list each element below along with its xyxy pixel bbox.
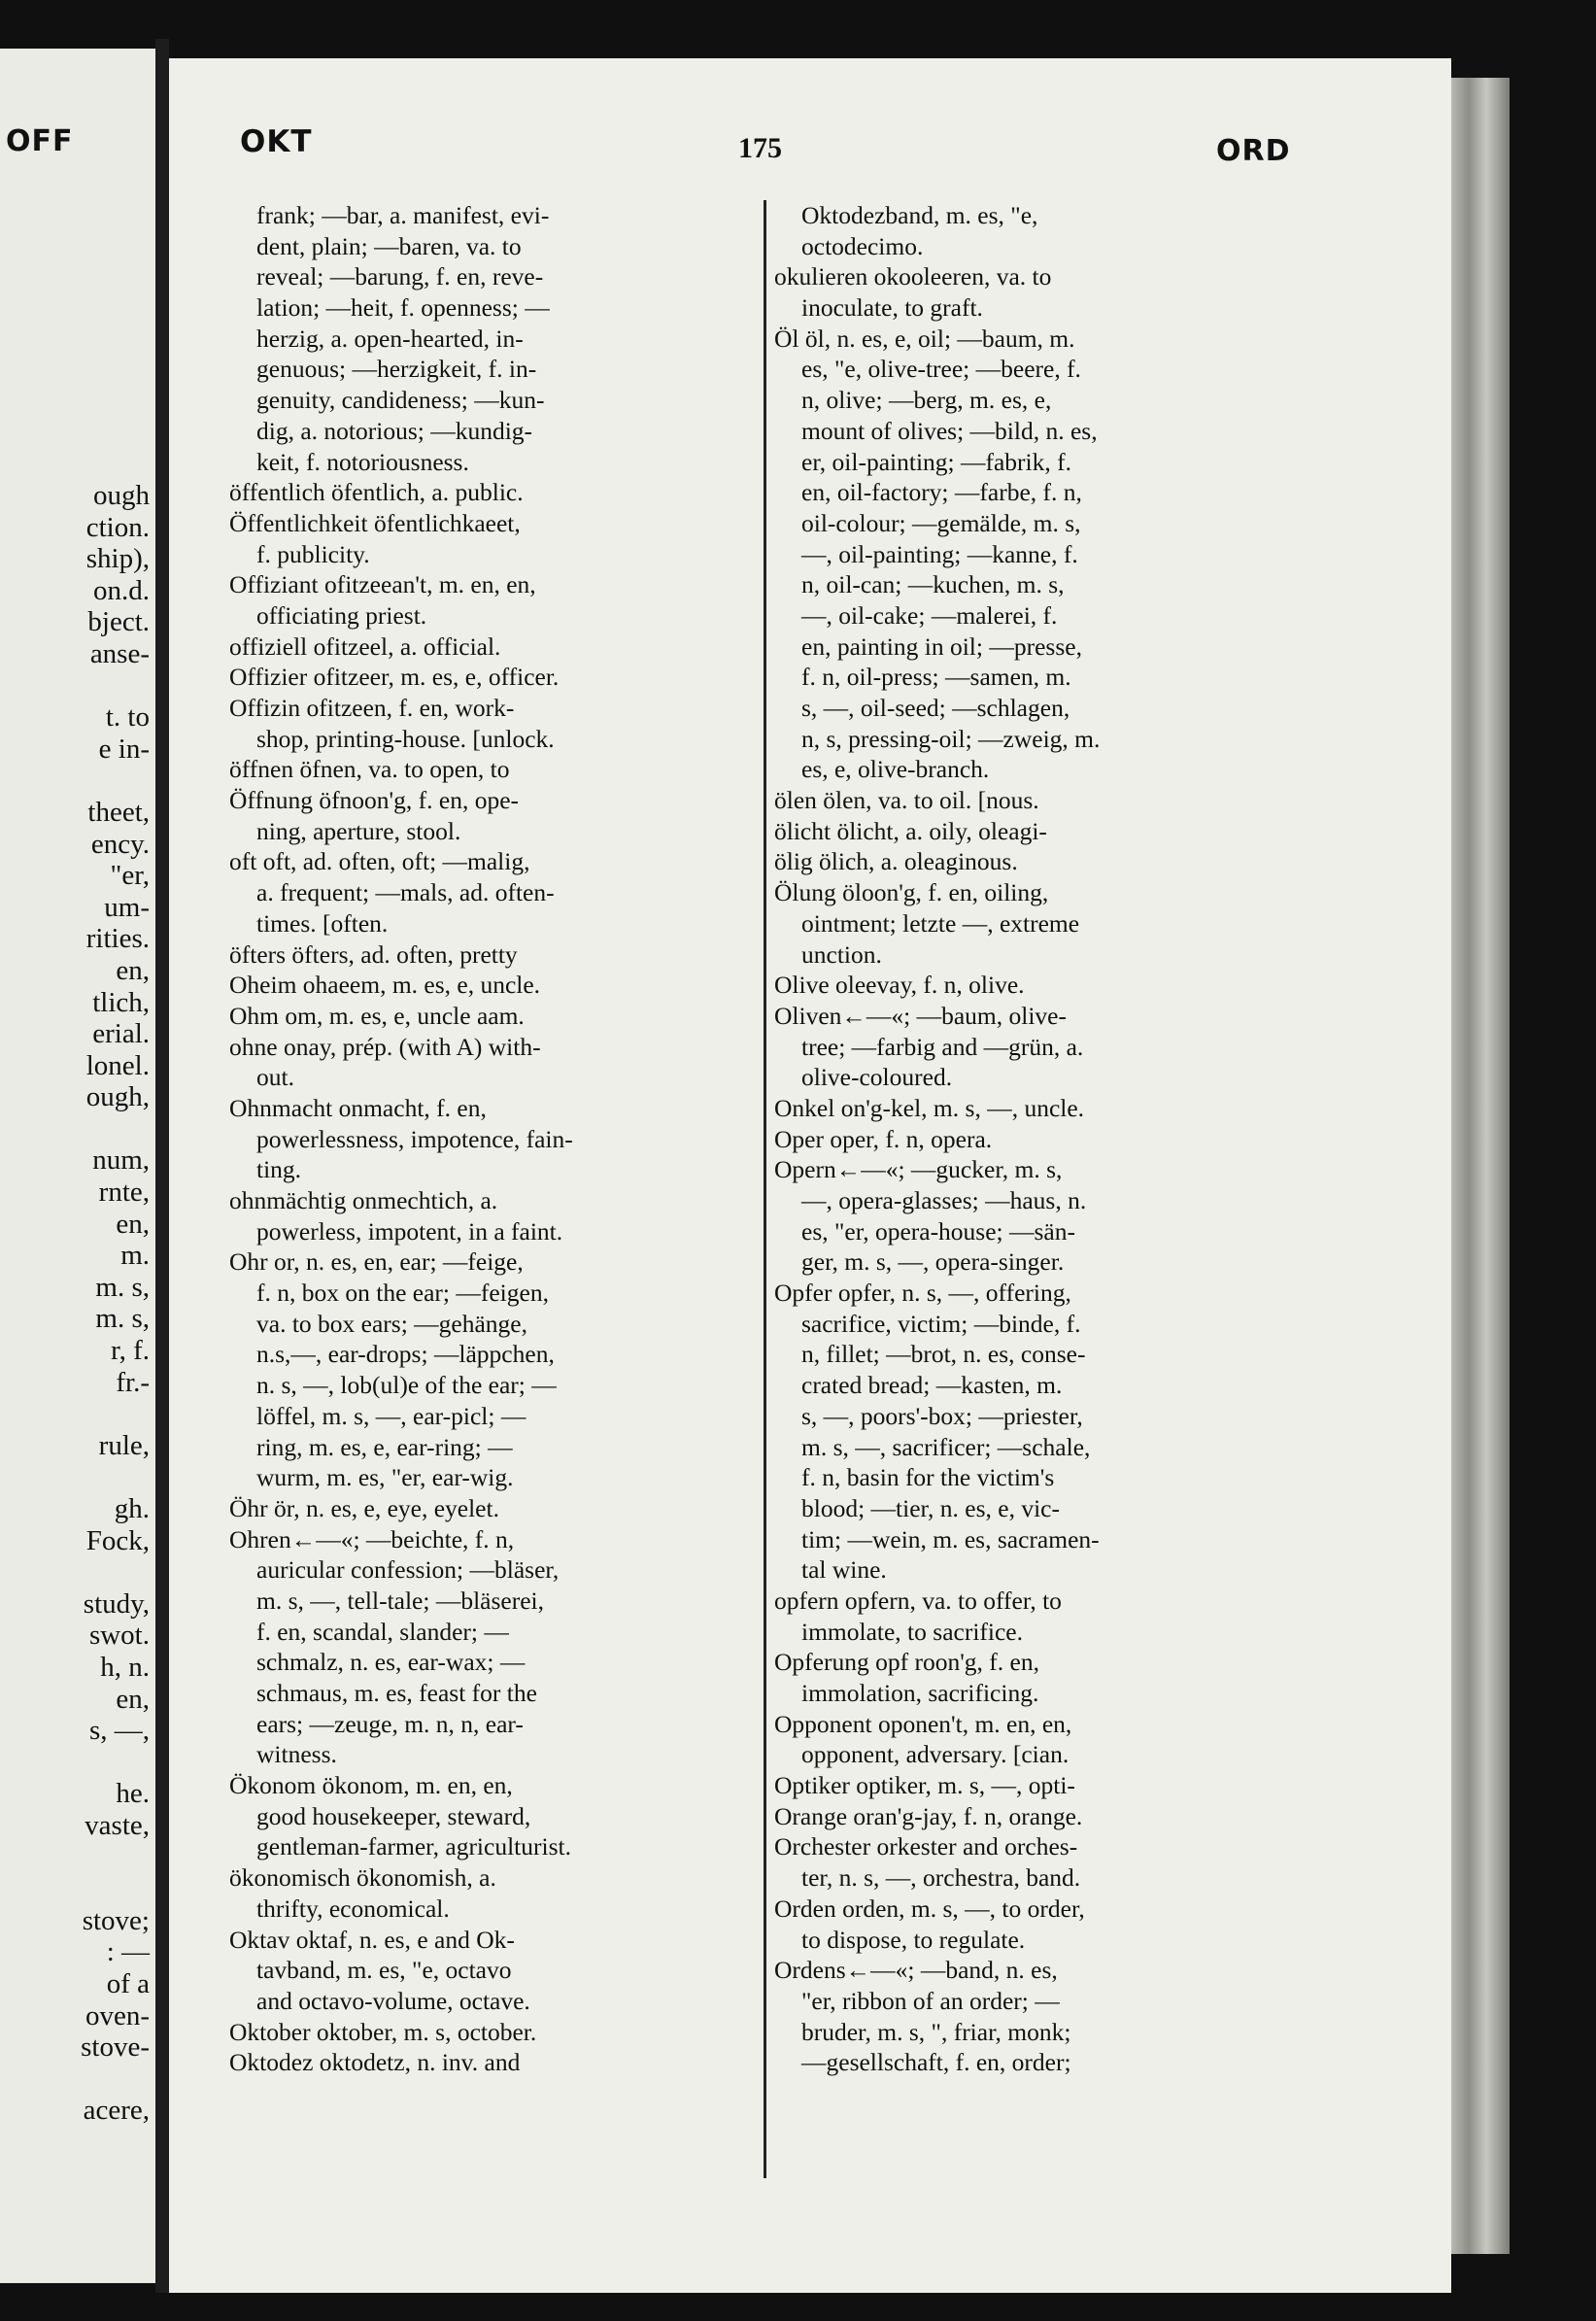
dictionary-entry-line: Ohnmacht onmacht, f. en,: [229, 1093, 487, 1122]
dictionary-continuation-line: en, oil-factory; —farbe, f. n,: [801, 478, 1082, 507]
dictionary-continuation-line: ring, m. es, e, ear-ring; —: [256, 1432, 513, 1461]
dictionary-continuation-line: powerlessness, impotence, fain-: [256, 1124, 573, 1153]
dictionary-continuation-line: f. n, basin for the victim's: [801, 1463, 1055, 1492]
dictionary-entry-line: Oheim ohaeem, m. es, e, uncle.: [229, 971, 541, 1000]
dictionary-continuation-line: dig, a. notorious; —kundig-: [256, 416, 533, 445]
dictionary-continuation-line: f. n, oil-press; —samen, m.: [801, 663, 1071, 692]
dictionary-continuation-line: —gesellschaft, f. en, order;: [801, 2048, 1071, 2077]
dictionary-continuation-line: n.s,—, ear-drops; —läppchen,: [256, 1340, 555, 1369]
dictionary-continuation-line: witness.: [256, 1740, 337, 1769]
previous-page-line: [4, 1747, 150, 1779]
dictionary-entry-line: Öl öl, n. es, e, oil; —baum, m.: [774, 324, 1075, 353]
column-divider: [764, 200, 766, 2178]
dictionary-continuation-line: n. s, —, lob(ul)e of the ear; —: [256, 1371, 557, 1400]
dictionary-continuation-line: times. [often.: [256, 908, 389, 938]
dictionary-continuation-line: er, oil-painting; —fabrik, f.: [801, 447, 1071, 476]
dictionary-continuation-line: ning, aperture, stool.: [256, 816, 461, 845]
dictionary-continuation-line: auricular confession; —bläser,: [256, 1555, 560, 1585]
previous-page-line: gh.: [114, 1493, 150, 1524]
dictionary-entry-line: Opern←—«; —gucker, m. s,: [774, 1155, 1063, 1184]
previous-page-line: ction.: [85, 511, 150, 543]
previous-page-line: theet,: [87, 796, 150, 828]
dictionary-entry-line: Orange oran'g-jay, f. n, orange.: [774, 1801, 1083, 1830]
dictionary-continuation-line: mount of olives; —bild, n. es,: [801, 416, 1098, 445]
dictionary-continuation-line: shop, printing-house. [unlock.: [256, 724, 555, 753]
dictionary-continuation-line: lation; —heit, f. openness; —: [256, 293, 550, 323]
left-column: [229, 200, 742, 2078]
dictionary-continuation-line: tim; —wein, m. es, sacramen-: [801, 1524, 1100, 1553]
dictionary-entry-line: Ökonom ökonom, m. en, en,: [229, 1771, 513, 1800]
previous-page-line: : —: [106, 1936, 150, 1968]
previous-page-line: um-: [104, 891, 150, 923]
dictionary-entry-line: Olive oleevay, f. n, olive.: [774, 971, 1025, 1000]
dictionary-continuation-line: blood; —tier, n. es, e, vic-: [801, 1493, 1060, 1522]
previous-page-line: en,: [116, 954, 150, 986]
previous-page-text: [4, 480, 150, 2127]
dictionary-continuation-line: va. to box ears; —gehänge,: [256, 1309, 527, 1338]
dictionary-entry-line: offiziell ofitzeel, a. official.: [229, 631, 501, 661]
dictionary-continuation-line: ger, m. s, —, opera-singer.: [801, 1247, 1065, 1277]
previous-page-line: [4, 1842, 150, 1874]
dictionary-continuation-line: crated bread; —kasten, m.: [801, 1371, 1063, 1400]
previous-page-line: r, f.: [111, 1335, 150, 1367]
dictionary-entry-line: Ohr or, n. es, en, ear; —feige,: [229, 1247, 524, 1277]
previous-page-line: m.: [120, 1240, 150, 1272]
dictionary-entry-line: Opferung opf roon'g, f. en,: [774, 1648, 1039, 1677]
dictionary-entry-line: Orden orden, m. s, —, to order,: [774, 1894, 1085, 1923]
dictionary-continuation-line: n, olive; —berg, m. es, e,: [801, 386, 1052, 415]
previous-page-line: [4, 1398, 150, 1430]
previous-page-line: h, n.: [100, 1651, 150, 1683]
previous-page-line: [4, 1461, 150, 1493]
previous-page-line: acere,: [83, 2095, 150, 2127]
dictionary-entry-line: Ohm om, m. es, e, uncle aam.: [229, 1001, 525, 1030]
dictionary-entry-line: ölicht ölicht, a. oily, oleagi-: [774, 816, 1047, 845]
dictionary-continuation-line: good housekeeper, steward,: [256, 1801, 531, 1830]
dictionary-entry-line: Ölung öloon'g, f. en, oiling,: [774, 878, 1049, 907]
dictionary-entry-line: Optiker optiker, m. s, —, opti-: [774, 1771, 1075, 1800]
previous-page-line: en,: [116, 1208, 150, 1240]
dictionary-continuation-line: —, oil-painting; —kanne, f.: [801, 539, 1078, 568]
dictionary-entry-line: Opfer opfer, n. s, —, offering,: [774, 1279, 1071, 1308]
dictionary-entry-line: Oktav oktaf, n. es, e and Ok-: [229, 1925, 515, 1954]
dictionary-continuation-line: oil-colour; —gemälde, m. s,: [801, 508, 1081, 537]
dictionary-continuation-line: tavband, m. es, "e, octavo: [256, 1956, 512, 1985]
previous-page-line: t. to: [105, 701, 150, 734]
dictionary-entry-line: ökonomisch ökonomish, a.: [229, 1863, 496, 1893]
previous-page-line: ency.: [90, 828, 150, 860]
dictionary-entry-line: Oktober oktober, m. s, october.: [229, 2017, 537, 2046]
dictionary-continuation-line: Oktodezband, m. es, "e,: [801, 201, 1038, 229]
dictionary-continuation-line: wurm, m. es, "er, ear-wig.: [256, 1463, 514, 1492]
previous-page-line: [4, 1556, 150, 1588]
dictionary-continuation-line: es, "e, olive-tree; —beere, f.: [801, 355, 1081, 384]
previous-page-line: e in-: [98, 733, 150, 765]
previous-page-line: [4, 670, 150, 702]
dictionary-continuation-line: ter, n. s, —, orchestra, band.: [801, 1863, 1081, 1893]
previous-page-line: [4, 1873, 150, 1905]
previous-page-line: oven-: [85, 1999, 150, 2031]
dictionary-continuation-line: herzig, a. open-hearted, in-: [256, 324, 524, 353]
dictionary-entry-line: Opponent oponen't, m. en, en,: [774, 1709, 1072, 1738]
dictionary-continuation-line: officiating priest.: [256, 600, 427, 630]
dictionary-continuation-line: —, oil-cake; —malerei, f.: [801, 600, 1058, 630]
dictionary-entry-line: okulieren okooleeren, va. to: [774, 262, 1052, 291]
dictionary-entry-line: oft oft, ad. often, oft; —malig,: [229, 847, 530, 876]
dictionary-continuation-line: olive-coloured.: [801, 1063, 953, 1092]
dictionary-entry-line: Offizin ofitzeen, f. en, work-: [229, 694, 515, 722]
previous-page-line: m. s,: [95, 1271, 150, 1303]
running-head-right: ORD: [1216, 134, 1291, 168]
dictionary-continuation-line: powerless, impotent, in a faint.: [256, 1216, 563, 1246]
dictionary-continuation-line: f. en, scandal, slander; —: [256, 1617, 509, 1646]
dictionary-continuation-line: m. s, —, sacrificer; —schale,: [801, 1432, 1091, 1461]
previous-page-line: [4, 765, 150, 797]
previous-page-line: swot.: [88, 1620, 150, 1652]
dictionary-entry-line: opfern opfern, va. to offer, to: [774, 1586, 1062, 1615]
dictionary-continuation-line: n, oil-can; —kuchen, m. s,: [801, 570, 1065, 599]
dictionary-continuation-line: a. frequent; —mals, ad. often-: [256, 878, 555, 907]
dictionary-entry-line: Öffnung öfnoon'g, f. en, ope-: [229, 786, 520, 815]
right-column: [774, 200, 1299, 2078]
dictionary-continuation-line: genuous; —herzigkeit, f. in-: [256, 355, 537, 384]
dictionary-continuation-line: "er, ribbon of an order; —: [801, 1986, 1060, 2015]
dictionary-continuation-line: keit, f. notoriousness.: [256, 447, 469, 476]
previous-page-line: erial.: [92, 1018, 150, 1050]
dictionary-entry-line: Offiziant ofitzeean't, m. en, en,: [229, 570, 536, 599]
dictionary-continuation-line: f. publicity.: [256, 539, 370, 568]
dictionary-continuation-line: n, s, pressing-oil; —zweig, m.: [801, 724, 1101, 753]
previous-page-line: fr.-: [116, 1366, 150, 1398]
dictionary-continuation-line: to dispose, to regulate.: [801, 1925, 1026, 1954]
previous-page-line: rnte,: [98, 1177, 150, 1209]
page-edges: [1451, 78, 1510, 2254]
dictionary-continuation-line: s, —, poors'-box; —priester,: [801, 1401, 1083, 1430]
previous-page-line: of a: [106, 1967, 150, 1999]
previous-page-line: ough,: [85, 1081, 150, 1113]
previous-page-line: bject.: [87, 606, 150, 638]
dictionary-continuation-line: opponent, adversary. [cian.: [801, 1740, 1070, 1769]
dictionary-entry-line: öfters öfters, ad. often, pretty: [229, 939, 518, 969]
previous-page-line: ship),: [85, 543, 150, 575]
previous-page-line: rities.: [85, 923, 150, 955]
dictionary-continuation-line: out.: [256, 1063, 294, 1092]
dictionary-continuation-line: es, e, olive-branch.: [801, 755, 990, 784]
dictionary-continuation-line: octodecimo.: [801, 231, 924, 260]
previous-page-line: stove;: [82, 1904, 150, 1936]
dictionary-continuation-line: tree; —farbig and —grün, a.: [801, 1032, 1084, 1061]
dictionary-continuation-line: schmalz, n. es, ear-wax; —: [256, 1648, 526, 1677]
dictionary-continuation-line: en, painting in oil; —presse,: [801, 631, 1082, 661]
dictionary-entry-line: Öffentlichkeit öfentlichkaeet,: [229, 508, 521, 537]
dictionary-continuation-line: ears; —zeuge, m. n, n, ear-: [256, 1709, 524, 1738]
dictionary-continuation-line: m. s, —, tell-tale; —bläserei,: [256, 1586, 545, 1615]
previous-page-line: ough: [93, 480, 150, 511]
previous-page-line: "er,: [110, 860, 150, 892]
dictionary-entry-line: öffnen öfnen, va. to open, to: [229, 755, 510, 784]
dictionary-continuation-line: ointment; letzte —, extreme: [801, 908, 1080, 938]
previous-page-line: rule,: [98, 1429, 150, 1461]
page-number: 175: [738, 132, 782, 164]
dictionary-entry-line: Ohren←—«; —beichte, f. n,: [229, 1524, 515, 1553]
dictionary-continuation-line: frank; —bar, a. manifest, evi-: [256, 201, 550, 229]
dictionary-entry-line: Oliven←—«; —baum, olive-: [774, 1001, 1067, 1030]
dictionary-continuation-line: f. n, box on the ear; —feigen,: [256, 1279, 549, 1308]
dictionary-entry-line: Orchester orkester and orches-: [774, 1832, 1078, 1861]
previous-page-line: study,: [83, 1587, 150, 1620]
dictionary-continuation-line: genuity, candideness; —kun-: [256, 386, 545, 415]
previous-page-line: Fock,: [85, 1524, 150, 1556]
dictionary-continuation-line: schmaus, m. es, feast for the: [256, 1679, 537, 1707]
dictionary-continuation-line: löffel, m. s, —, ear-picl; —: [256, 1401, 526, 1430]
dictionary-continuation-line: gentleman-farmer, agriculturist.: [256, 1832, 571, 1861]
dictionary-entry-line: Oktodez oktodetz, n. inv. and: [229, 2048, 521, 2077]
previous-page-line: vaste,: [85, 1809, 150, 1841]
dictionary-continuation-line: s, —, oil-seed; —schlagen,: [801, 694, 1070, 722]
dictionary-continuation-line: bruder, m. s, ", friar, monk;: [801, 2017, 1071, 2046]
running-head-left: OKT: [240, 124, 313, 159]
previous-page-line: on.d.: [93, 574, 150, 606]
dictionary-continuation-line: immolation, sacrificing.: [801, 1679, 1039, 1707]
previous-page-running-head: OFF: [6, 124, 74, 158]
dictionary-entry-line: ölig ölich, a. oleaginous.: [774, 847, 1018, 876]
dictionary-continuation-line: dent, plain; —baren, va. to: [256, 231, 522, 260]
previous-page-line: en,: [116, 1683, 150, 1715]
dictionary-continuation-line: sacrifice, victim; —binde, f.: [801, 1309, 1081, 1338]
dictionary-entry-line: ölen ölen, va. to oil. [nous.: [774, 786, 1039, 815]
previous-page-line: anse-: [89, 637, 150, 669]
dictionary-entry-line: ohnmächtig onmechtich, a.: [229, 1186, 498, 1214]
dictionary-entry-line: Onkel on'g-kel, m. s, —, uncle.: [774, 1093, 1085, 1122]
previous-page-line: he.: [116, 1778, 150, 1810]
dictionary-entry-line: Ordens←—«; —band, n. es,: [774, 1956, 1058, 1985]
book-gutter: [155, 39, 169, 2293]
previous-page-line: lonel.: [85, 1049, 150, 1081]
previous-page-line: stove-: [81, 2031, 150, 2064]
dictionary-entry-line: Offizier ofitzeer, m. es, e, officer.: [229, 663, 560, 692]
dictionary-continuation-line: ting.: [256, 1155, 302, 1184]
previous-page-strip: [0, 49, 155, 2283]
previous-page-line: m. s,: [95, 1303, 150, 1335]
dictionary-continuation-line: thrifty, economical.: [256, 1894, 450, 1923]
previous-page-line: s, —,: [88, 1715, 150, 1747]
dictionary-entry-line: Oper oper, f. n, opera.: [774, 1124, 993, 1153]
dictionary-entry-line: Öhr ör, n. es, e, eye, eyelet.: [229, 1493, 499, 1522]
previous-page-line: [4, 1113, 150, 1145]
dictionary-continuation-line: tal wine.: [801, 1555, 887, 1585]
dictionary-continuation-line: and octavo-volume, octave.: [256, 1986, 530, 2015]
dictionary-entry-line: ohne onay, prép. (with A) with-: [229, 1032, 541, 1061]
dictionary-continuation-line: —, opera-glasses; —haus, n.: [801, 1186, 1087, 1214]
dictionary-continuation-line: n, fillet; —brot, n. es, conse-: [801, 1340, 1086, 1369]
dictionary-continuation-line: immolate, to sacrifice.: [801, 1617, 1023, 1646]
dictionary-continuation-line: es, "er, opera-house; —sän-: [801, 1216, 1075, 1246]
dictionary-continuation-line: reveal; —barung, f. en, reve-: [256, 262, 544, 291]
previous-page-line: tlich,: [92, 986, 150, 1018]
dictionary-continuation-line: unction.: [801, 939, 882, 969]
previous-page-line: num,: [92, 1144, 150, 1177]
dictionary-continuation-line: inoculate, to graft.: [801, 293, 983, 323]
dictionary-entry-line: öffentlich öfentlich, a. public.: [229, 478, 524, 507]
previous-page-line: [4, 2064, 150, 2096]
